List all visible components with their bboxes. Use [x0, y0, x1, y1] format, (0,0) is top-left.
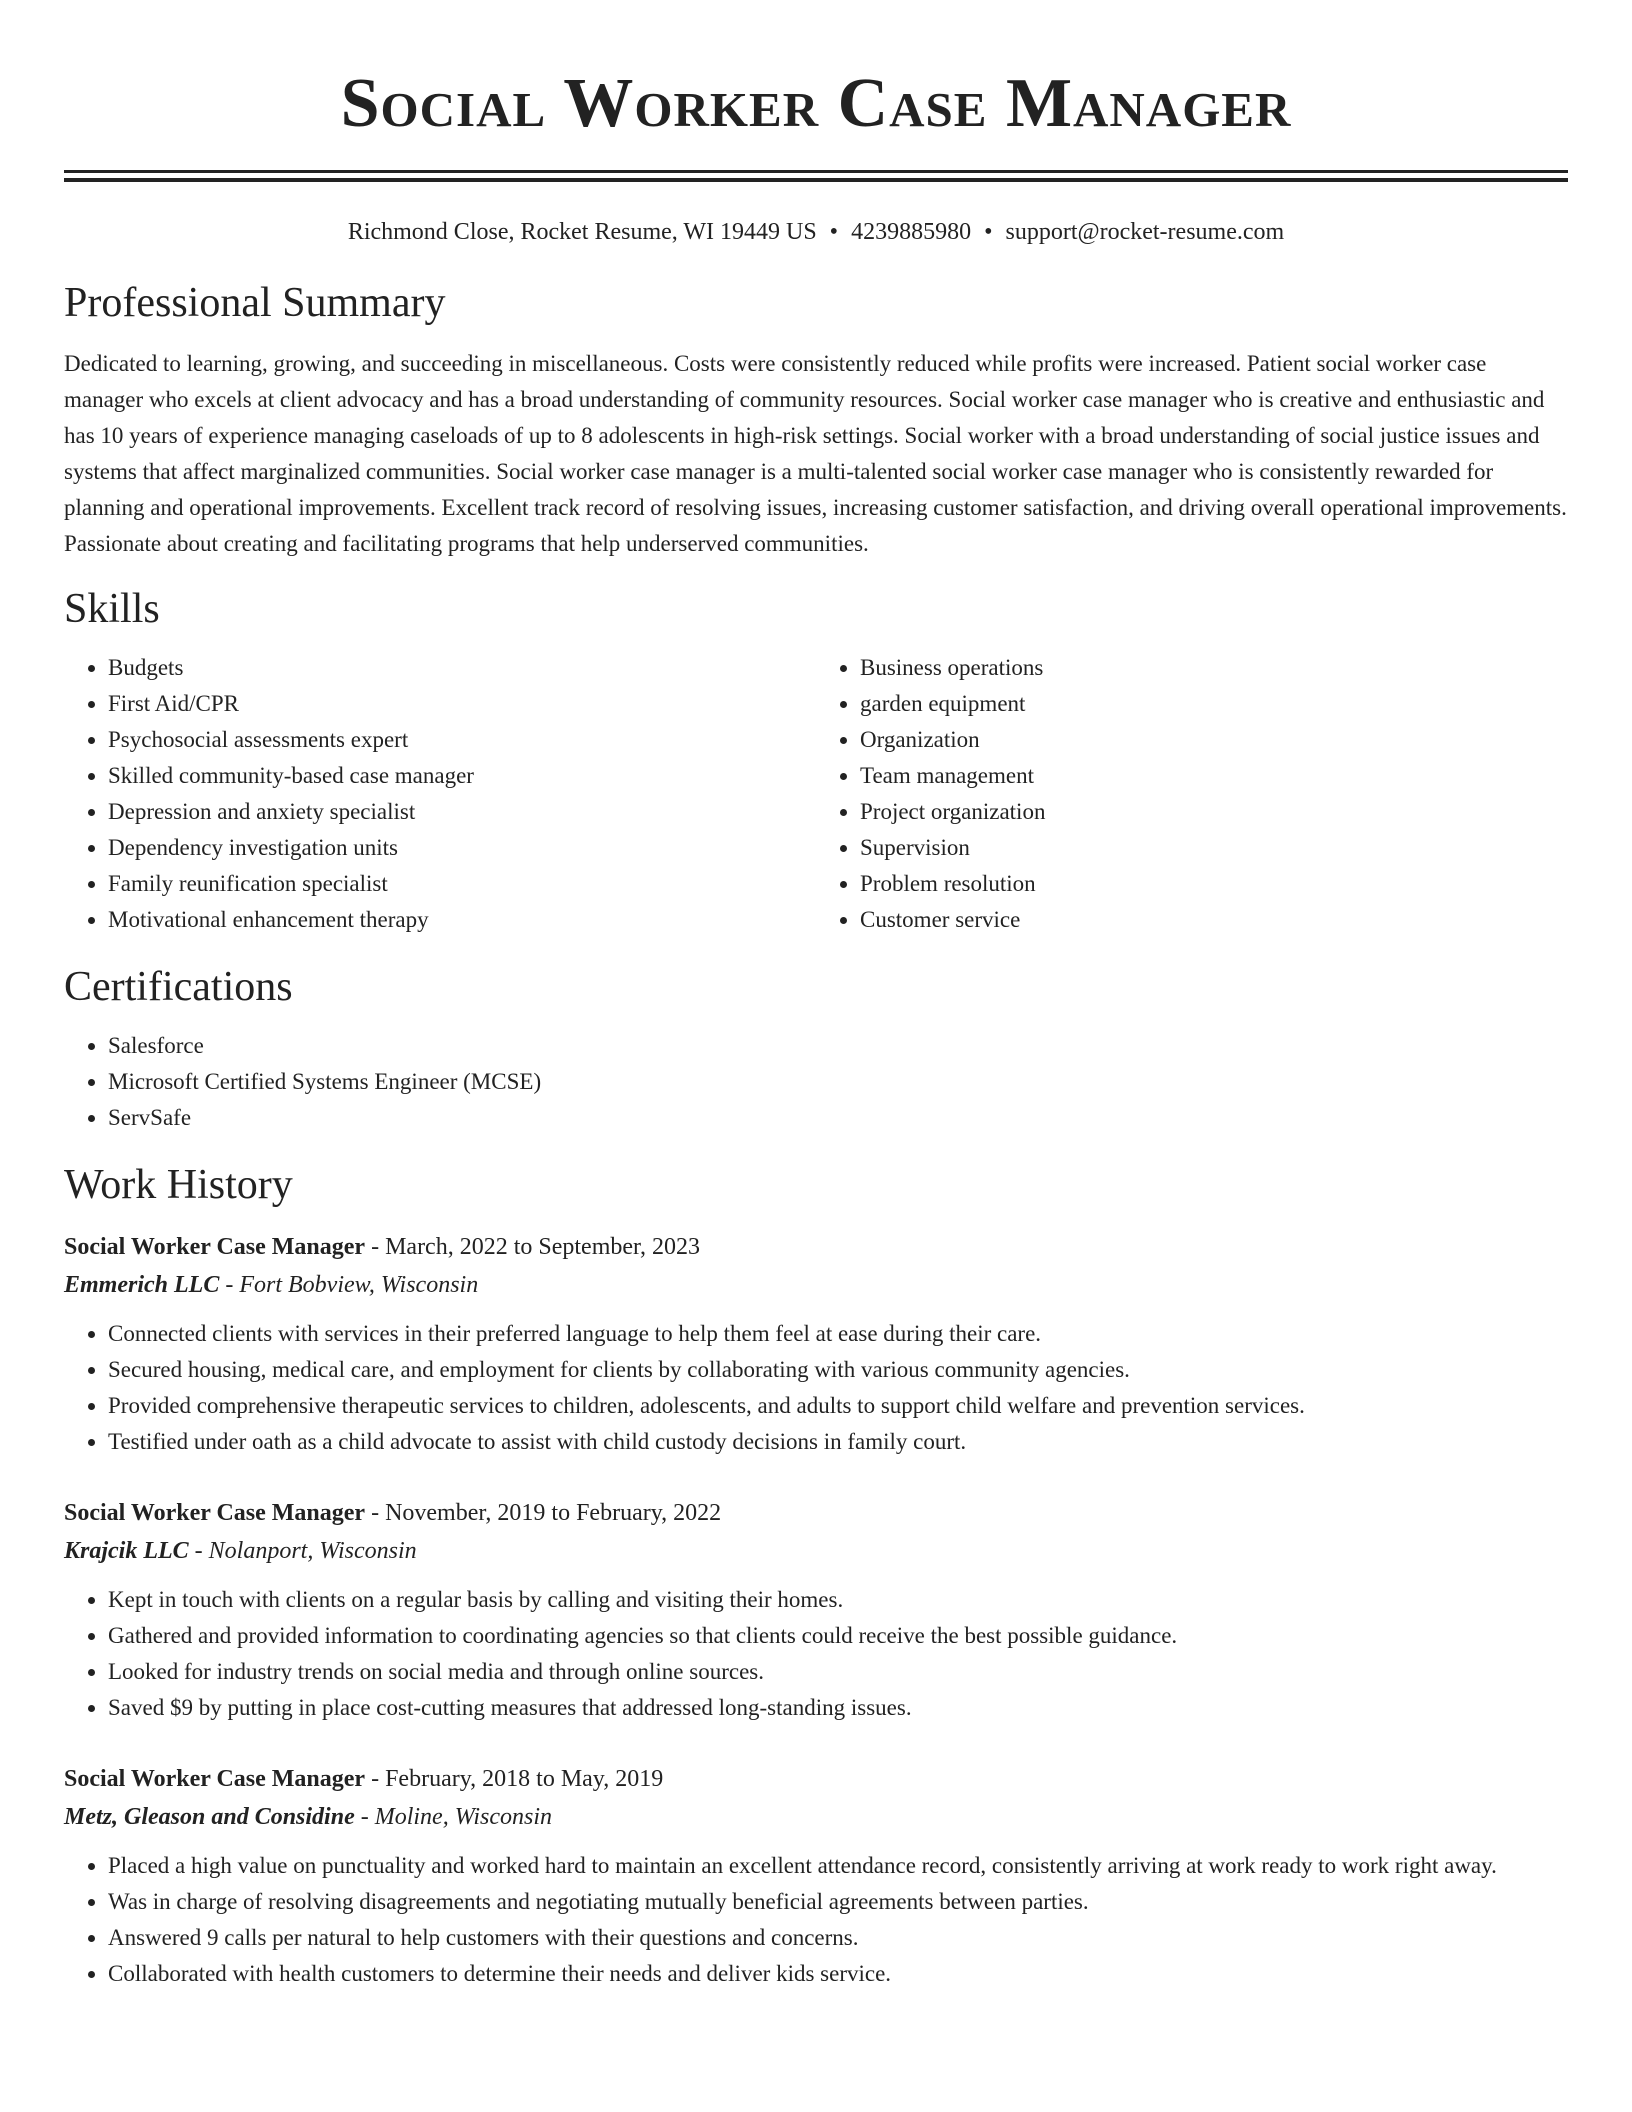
job-entry: [64, 1228, 1568, 1460]
job-bullet: • Answered 9 calls per natural to help customers with their questions and concerns.: [108, 1920, 1568, 1956]
skill-item: • Depression and anxiety specialist: [108, 794, 816, 830]
skill-item: • Dependency investigation units: [108, 830, 816, 866]
job-location: - Fort Bobview, Wisconsin: [219, 1272, 479, 1298]
job-location: - Nolanport, Wisconsin: [188, 1538, 417, 1564]
job-bullet: • Testified under oath as a child advocate to assist with child custody decisions in family court.: [108, 1424, 1568, 1460]
skill-item: • Team management: [860, 758, 1568, 794]
certification-item: • Salesforce: [108, 1028, 1568, 1064]
skill-item: • Organization: [860, 722, 1568, 758]
skill-item: • garden equipment: [860, 686, 1568, 722]
job-bullet: • Kept in touch with clients on a regular basis by calling and visiting their homes.: [108, 1582, 1568, 1618]
certifications-list: [64, 1028, 1568, 1136]
job-dates: - November, 2019 to February, 2022: [365, 1500, 722, 1526]
job-bullet: • Saved $9 by putting in place cost-cutting measures that addressed long-standing issues.: [108, 1690, 1568, 1726]
skill-item: • Budgets: [108, 650, 816, 686]
job-dates: - March, 2022 to September, 2023: [365, 1234, 701, 1260]
job-company-line: [64, 1798, 1568, 1836]
job-title: Social Worker Case Manager: [64, 1500, 366, 1526]
summary-heading: Professional Summary: [64, 280, 446, 326]
certification-item: • ServSafe: [108, 1100, 1568, 1136]
work-history-heading: Work History: [64, 1162, 293, 1208]
job-bullets: [64, 1582, 1568, 1726]
skill-item: • Supervision: [860, 830, 1568, 866]
contact-address: Richmond Close, Rocket Resume, WI 19449 US: [347, 219, 817, 245]
job-location: - Moline, Wisconsin: [354, 1804, 553, 1830]
skills-section: [64, 584, 1568, 938]
job-bullet: • Looked for industry trends on social media and through online sources.: [108, 1654, 1568, 1690]
job-title: Social Worker Case Manager: [64, 1234, 366, 1260]
job-bullet: • Connected clients with services in their preferred language to help them feel at ease during their care.: [108, 1316, 1568, 1352]
job-bullet: • Gathered and provided information to coordinating agencies so that clients could receive the best possible guidance.: [108, 1618, 1568, 1654]
summary-section: [64, 278, 1568, 562]
skill-item: • First Aid/CPR: [108, 686, 816, 722]
job-title-line: [64, 1760, 1568, 1798]
title-rule-bottom: [64, 178, 1568, 182]
job-bullet: • Was in charge of resolving disagreements and negotiating mutually beneficial agreements between parties.: [108, 1884, 1568, 1920]
job-bullet: • Provided comprehensive therapeutic services to children, adolescents, and adults to support child welfare and prevention services.: [108, 1388, 1568, 1424]
job-title-line: [64, 1494, 1568, 1532]
contact-line: [64, 216, 1568, 248]
skill-item: • Psychosocial assessments expert: [108, 722, 816, 758]
job-bullet: • Secured housing, medical care, and employment for clients by collaborating with various community agencies.: [108, 1352, 1568, 1388]
contact-phone: 4239885980: [851, 219, 972, 245]
job-company: Emmerich LLC: [64, 1272, 220, 1298]
job-bullet: • Collaborated with health customers to determine their needs and deliver kids service.: [108, 1956, 1568, 1992]
skills-heading: Skills: [64, 586, 160, 632]
job-company: Krajcik LLC: [64, 1538, 189, 1564]
job-title-line: [64, 1228, 1568, 1266]
job-dates: - February, 2018 to May, 2019: [365, 1766, 664, 1792]
certifications-heading: Certifications: [64, 964, 293, 1010]
job-bullets: [64, 1848, 1568, 1992]
skills-columns: [64, 650, 1568, 938]
skill-item: • Customer service: [860, 902, 1568, 938]
summary-text: Dedicated to learning, growing, and succeeding in miscellaneous. Costs were consistently reduced while profits were increased. Patient social worker case manager who excels at client advocacy and has a broad understanding of community resources. Social worker case manager who is creative and enthusiastic and has 10 years of experience managing caseloads of up to 8 adolescents in high-risk settings. Social worker with a broad understanding of social justice issues and systems that affect marginalized communities. Social worker case manager is a multi-talented social worker case manager who is consistently rewarded for planning and operational improvements. Excellent track record of resolving issues, increasing customer satisfaction, and driving overall operational improvements. Passionate about creating and facilitating programs that help underserved communities.: [64, 351, 1567, 556]
job-entry: [64, 1494, 1568, 1726]
job-company: Metz, Gleason and Considine: [64, 1804, 355, 1830]
skill-item: • Project organization: [860, 794, 1568, 830]
skill-item: • Motivational enhancement therapy: [108, 902, 816, 938]
contact-separator: •: [984, 219, 993, 245]
job-bullets: [64, 1316, 1568, 1460]
skill-item: • Skilled community-based case manager: [108, 758, 816, 794]
skill-item: • Family reunification specialist: [108, 866, 816, 902]
job-company-line: [64, 1532, 1568, 1570]
job-entry: [64, 1760, 1568, 1992]
job-title: Social Worker Case Manager: [64, 1766, 366, 1792]
certifications-section: [64, 962, 1568, 1136]
skills-list-right: [816, 650, 1568, 938]
job-bullet: • Placed a high value on punctuality and worked hard to maintain an excellent attendance record, consistently arriving at work ready to work right away.: [108, 1848, 1568, 1884]
resume-name: Social Worker Case Manager: [340, 65, 1292, 142]
skill-item: • Business operations: [860, 650, 1568, 686]
job-company-line: [64, 1266, 1568, 1304]
contact-email: support@rocket-resume.com: [1005, 219, 1285, 245]
certification-item: • Microsoft Certified Systems Engineer (MCSE): [108, 1064, 1568, 1100]
work-history-section: [64, 1160, 1568, 1992]
skills-column-left: [64, 650, 816, 938]
skills-list-left: [64, 650, 816, 938]
skill-item: • Problem resolution: [860, 866, 1568, 902]
contact-separator: •: [829, 219, 839, 245]
title-rule-top: [64, 170, 1568, 173]
skills-column-right: [816, 650, 1568, 938]
